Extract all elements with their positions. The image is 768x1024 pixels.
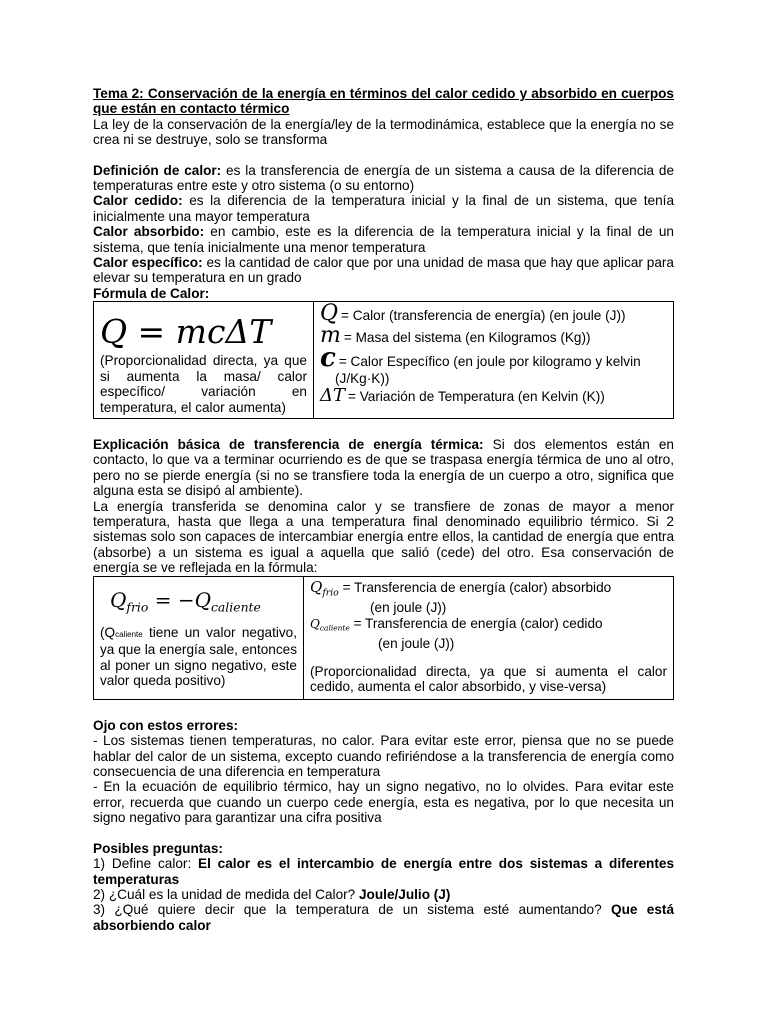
- definition-term: Definición de calor:: [93, 162, 222, 178]
- symbol: m: [320, 323, 341, 349]
- variable-m: [320, 323, 667, 349]
- variable-text: = Variación de Temperatura (en Kelvin (K)): [348, 389, 605, 405]
- explanation-paragraph: [93, 437, 674, 499]
- variable-q-caliente: $Q_{caliente}$ = Transferencia de energía (calor) cedido: [310, 615, 603, 633]
- symbol: c: [320, 343, 336, 374]
- variable-text: = Calor (transferencia de energía) (en joule (J)): [341, 308, 626, 324]
- heat-formula-note: (Proporcionalidad directa, ya que si aumenta la masa/ calor específico/ variación en temperatura, el calor aumenta): [100, 353, 307, 415]
- definition-term: Calor cedido:: [93, 193, 183, 209]
- equilibrium-formula-table: [93, 576, 674, 700]
- variable-q-caliente-unit: (en joule (J)): [378, 635, 455, 651]
- error-item: - Los sistemas tienen temperaturas, no calor. Para evitar este error, piensa que no se puede hablar del calor de un sistema, excepto cuando refiriéndose a la transferencia de energía como consecuencia de una diferencia en temperatura: [93, 733, 674, 780]
- explanation-text: Si dos elementos están en contacto, lo que va a terminar ocurriendo es de que se traspasa energía térmica de uno al otro, pero no se pierde energía (si no se transfiere toda la energía de un cuerpo a otro, significa que alguna esta se disipó al ambiente).: [93, 436, 674, 499]
- intro-paragraph: La ley de la conservación de la energía/ley de la termodinámica, establece que la energía no se crea ni se destruye, solo se transforma: [93, 116, 674, 148]
- equilibrium-equation: $Q_{frio} = -Q_{caliente}$: [110, 587, 261, 614]
- error-item: - En la ecuación de equilibrio térmico, hay un signo negativo, no lo olvides. Para evitar este error, recuerda que cuando un cuerpo cede energía, esta es negativa, por lo que necesita un signo negativo para garantizar una cifra positiva: [93, 779, 674, 826]
- question-item: [93, 902, 674, 933]
- explanation-paragraph-2: La energía transferida se denomina calor y se transfiere de zonas de mayor a menor temperatura, hasta que llega a una temperatura final denominado equilibrio térmico. Si 2 sistemas solo son capaces de intercambiar energía entre ellos, la cantidad de energía que entra (absorbe) a un sistema es igual a aquella que salió (cede) del otro. Esa conservación de energía se ve reflejada en la fórmula:: [93, 498, 674, 576]
- symbol: ΔT: [320, 385, 346, 407]
- definition-text: es la transferencia de energía de un sistema a causa de la diferencia de temperaturas entre este y otro sistema (o su entorno): [93, 162, 675, 194]
- variable-text: = Calor Específico (en joule por kilogramo y kelvin: [338, 354, 641, 370]
- heat-formula-table: [93, 301, 674, 419]
- definition-text: es la cantidad de calor que por una unidad de masa que hay que aplicar para elevar su temperatura en un grado: [93, 255, 674, 286]
- variable-q-frio-unit: (en joule (J)): [370, 600, 447, 616]
- variable-c: [320, 343, 667, 374]
- question-item: [93, 856, 674, 887]
- question-item: [93, 887, 674, 902]
- answer-text: Joule/Julio (J): [359, 886, 451, 902]
- heat-variables-cell: [314, 302, 674, 419]
- variable-q: [320, 301, 667, 327]
- definition-term: Calor específico:: [93, 255, 203, 271]
- definition-term: Calor absorbido:: [93, 224, 205, 240]
- variable-q-frio: $Q_{frio}$ = Transferencia de energía (calor) absorbido: [310, 577, 612, 598]
- document-page: [93, 86, 674, 933]
- equilibrium-formula-note: (Qcaliente tiene un valor negativo, ya que la energía sale, entonces al poner un signo negativo, este valor queda positivo): [100, 624, 297, 689]
- definition-specific-heat: [93, 255, 674, 286]
- variable-text: = Masa del sistema (en Kilogramos (Kg)): [343, 330, 591, 346]
- definition-text: es la diferencia de la temperatura inicial y la final de un sistema, que tenía inicialmente una mayor temperatura: [93, 193, 675, 224]
- heat-formula-cell: [94, 302, 314, 419]
- definition-heat: [93, 163, 674, 194]
- variable-delta-t: [320, 386, 667, 407]
- explanation-term: Explicación básica de transferencia de energía térmica:: [93, 436, 484, 452]
- answer-text: Que está absorbiendo calor: [93, 902, 675, 933]
- answer-text: El calor es el intercambio de energía entre dos sistemas a diferentes temperaturas: [93, 856, 675, 887]
- page-title: Tema 2: Conservación de la energía en términos del calor cedido y absorbido en cuerpos que están en contacto térmico: [93, 86, 674, 117]
- formula-heading: Fórmula de Calor:: [93, 285, 210, 301]
- variable-text-continued: (J/Kg·K)): [335, 371, 390, 387]
- equilibrium-right-note: (Proporcionalidad directa, ya que si aumenta el calor cedido, aumenta el calor absorbido, y vise-versa): [310, 664, 667, 695]
- heat-equation: Q = mcΔT: [100, 312, 272, 352]
- questions-heading: Posibles preguntas:: [93, 840, 223, 856]
- question-text: 1) Define calor:: [93, 856, 199, 872]
- errors-heading: Ojo con estos errores:: [93, 717, 239, 733]
- question-text: 3) ¿Qué quiere decir que la temperatura de un sistema esté aumentando?: [93, 902, 612, 918]
- question-text: 2) ¿Cuál es la unidad de medida del Calor?: [93, 886, 359, 902]
- symbol: Q: [320, 301, 339, 327]
- equilibrium-variables-cell: [304, 576, 674, 699]
- equilibrium-formula-cell: [94, 576, 304, 699]
- definition-heat-released: [93, 193, 674, 224]
- definition-text: en cambio, este es la diferencia de la temperatura inicial y la final de un sistema, que tenía inicialmente una menor temperatura: [93, 224, 674, 255]
- definition-heat-absorbed: [93, 224, 674, 255]
